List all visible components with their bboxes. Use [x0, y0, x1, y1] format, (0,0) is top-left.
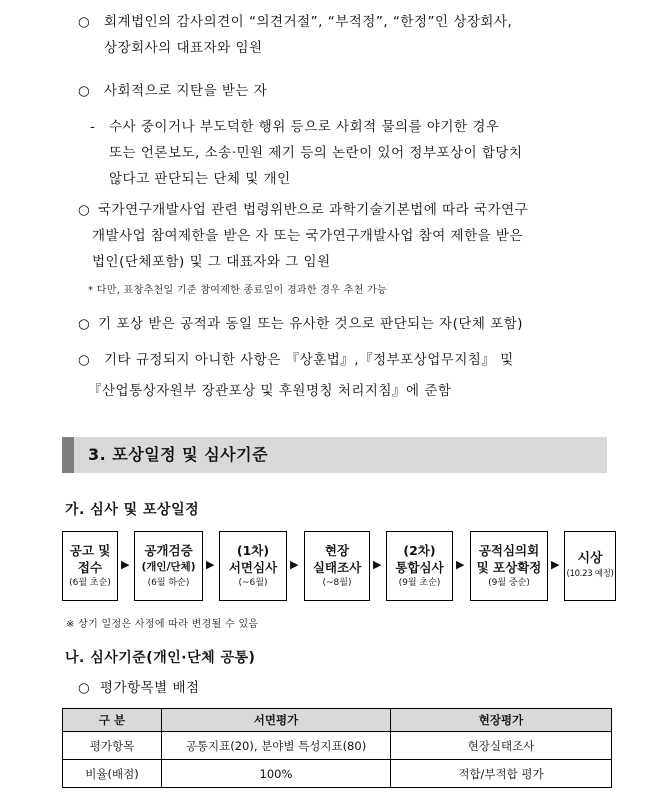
dash-marker: - [90, 119, 96, 135]
step-announcement [62, 531, 118, 601]
step-label: 서면심사 [228, 559, 278, 575]
bullet-circle: ○ [78, 14, 91, 30]
footnote: * 다만, 표창추천일 기준 참여제한 종료일이 경과한 경우 추천 가능 [88, 285, 388, 296]
bullet-circle: ○ [78, 680, 91, 696]
schedule-note: ※ 상기 일정은 사정에 따라 변경될 수 있음 [66, 619, 259, 630]
step-label: (1차) [236, 542, 270, 558]
table-cell: 평가항목 [63, 732, 162, 760]
bullet-circle: ○ [78, 202, 91, 218]
bullet-circle: ○ [78, 316, 91, 332]
paragraph-line: 『산업통상자원부 장관포상 및 후원명칭 처리지침』에 준함 [88, 383, 452, 399]
table-row [63, 732, 612, 760]
arrow-icon: ▶ [121, 558, 130, 571]
paragraph-line: 상장회사의 대표자와 임원 [104, 40, 263, 56]
step-label: (개인/단체) [141, 560, 196, 573]
table-header-cell: 현장평가 [391, 709, 612, 732]
paragraph-line: 기타 규정되지 아니한 사항은 『상훈법』,『정부포상업무지침』 및 [104, 352, 514, 368]
table-row [63, 760, 612, 788]
criteria-subitem [78, 675, 200, 701]
step-period: (6월 하순) [147, 577, 190, 588]
schedule-title: 가. 심사 및 포상일정 [65, 502, 200, 518]
table-header-cell: 서면평가 [162, 709, 391, 732]
table-header-cell: 구 분 [63, 709, 162, 732]
paragraph-duplicate-award [78, 311, 523, 337]
arrow-icon: ▶ [551, 558, 560, 571]
paragraph-line: 평가항목별 배점 [100, 680, 200, 696]
step-label: 실태조사 [312, 559, 362, 575]
step-document-review [219, 531, 287, 601]
paragraph-line: 기 포상 받은 공적과 동일 또는 유사한 것으로 판단되는 자(단체 포함) [98, 316, 524, 332]
step-label: (2차) [403, 542, 436, 558]
step-period: (9월 중순) [488, 577, 530, 588]
bullet-circle: ○ [78, 83, 91, 99]
step-period: (~6월) [238, 577, 268, 588]
step-merit-committee [470, 531, 548, 601]
section-header [62, 437, 607, 473]
score-table [62, 708, 612, 788]
paragraph-line: 개발사업 참여제한을 받은 자 또는 국가연구개발사업 참여 제한을 받은 [92, 228, 524, 244]
step-label: 접수 [77, 559, 103, 575]
step-label: 시상 [577, 551, 603, 566]
table-cell: 적합/부적합 평가 [391, 760, 612, 788]
step-site-inspection [304, 531, 370, 601]
step-public-verification [134, 531, 203, 601]
paragraph-line: 또는 언론보도, 소송·민원 제기 등의 논란이 있어 정부포상이 합당치 [109, 145, 523, 161]
arrow-icon: ▶ [206, 558, 215, 571]
step-label: 현장 [324, 542, 350, 558]
paragraph-criticized [78, 78, 267, 104]
table-cell: 100% [162, 760, 391, 788]
step-period: (9월 초순) [398, 577, 441, 588]
step-label: 공적심의회 [478, 542, 540, 558]
table-cell: 공통지표(20), 분야별 특성지표(80) [162, 732, 391, 760]
paragraph-rnd-violation [78, 197, 528, 223]
sub-item [90, 114, 499, 140]
step-period: (6월 초순) [69, 577, 111, 588]
paragraph-line: 국가연구개발사업 관련 법령위반으로 과학기술기본법에 따라 국가연구 [98, 202, 529, 218]
step-label: 및 포상확정 [476, 559, 542, 575]
paragraph-listed-company [78, 9, 512, 35]
paragraph-line: 않다고 판단되는 단체 및 개인 [109, 171, 291, 187]
step-label: 공개검증 [144, 542, 193, 558]
step-label: 공고 및 [69, 542, 111, 558]
table-cell: 현장실태조사 [391, 732, 612, 760]
paragraph-line: 회계법인의 감사의견이 “의견거절”, “부적정”, “한정”인 상장회사, [104, 14, 513, 30]
table-cell: 비율(배점) [63, 760, 162, 788]
bullet-circle: ○ [78, 352, 91, 368]
step-period: (10.23 예정) [566, 569, 614, 579]
paragraph-line: 법인(단체포함) 및 그 대표자와 그 임원 [92, 254, 331, 270]
step-award-ceremony [564, 531, 616, 601]
criteria-title: 나. 심사기준(개인·단체 공통) [65, 650, 256, 666]
paragraph-other [78, 347, 514, 373]
arrow-icon: ▶ [456, 558, 465, 571]
step-label: 통합심사 [395, 559, 444, 575]
arrow-icon: ▶ [290, 558, 299, 571]
section-title: 3. 포상일정 및 심사기준 [88, 445, 269, 464]
table-header-row [63, 709, 612, 732]
paragraph-line: 수사 중이거나 부도덕한 행위 등으로 사회적 물의를 야기한 경우 [109, 119, 500, 135]
step-period: (~8월) [322, 577, 352, 588]
paragraph-line: 사회적으로 지탄을 받는 자 [104, 83, 268, 99]
step-integrated-review [386, 531, 453, 601]
arrow-icon: ▶ [373, 558, 382, 571]
